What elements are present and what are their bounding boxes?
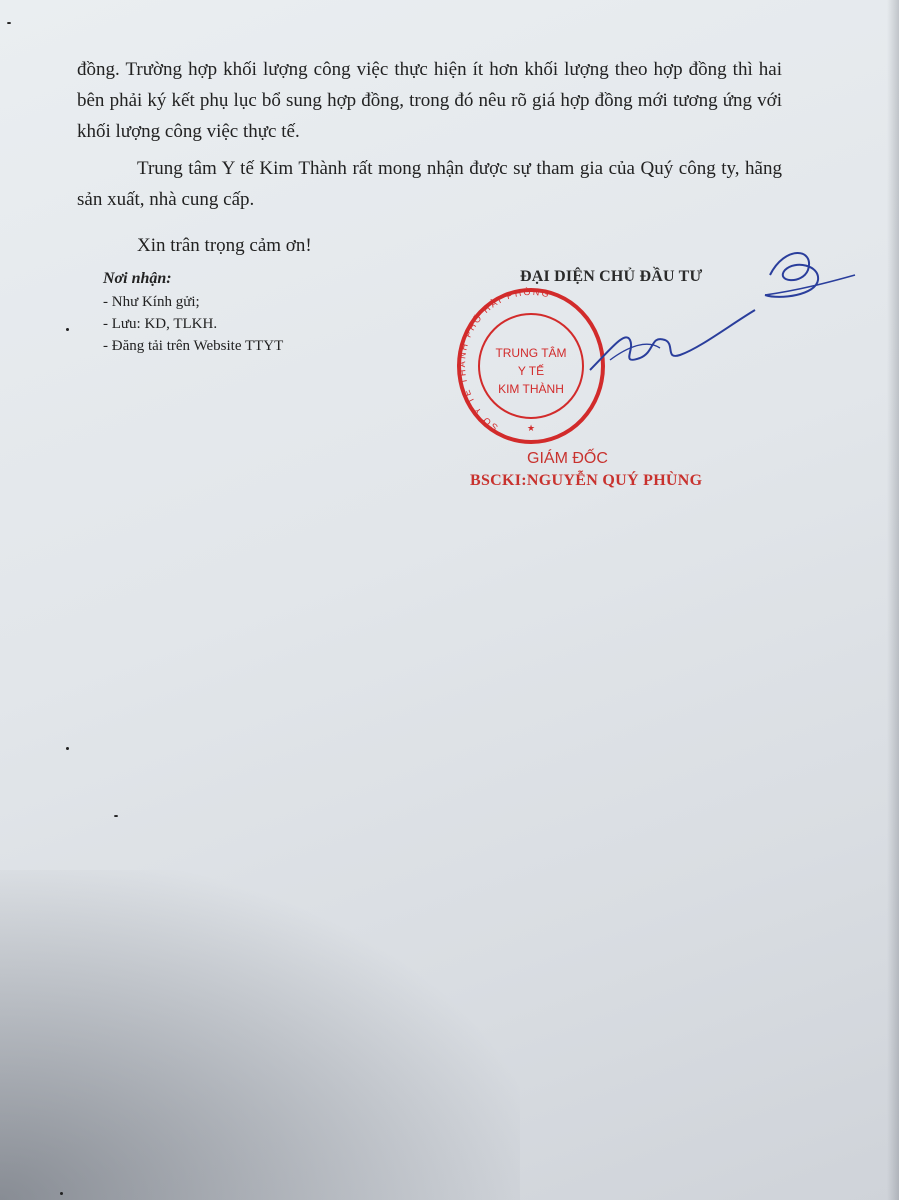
page-shadow: [0, 870, 520, 1200]
stamp-line-1: TRUNG TÂM: [495, 346, 567, 360]
recipient-item: - Như Kính gửi;: [103, 294, 200, 310]
paper-speck: [66, 747, 69, 750]
director-name: BSCKI:NGUYỄN QUÝ PHÙNG: [470, 472, 703, 489]
page-edge: [887, 0, 899, 1200]
handwritten-signature: [570, 240, 870, 390]
body-paragraph-invitation: Trung tâm Y tế Kim Thành rất mong nhận được sự tham gia của Quý công ty, hãng sản xuất, nhà cung cấp.: [77, 158, 782, 210]
stamp-line-2: Y TẾ: [517, 364, 545, 378]
body-paragraph-contract: đồng. Trường hợp khối lượng công việc thực hiện ít hơn khối lượng theo hợp đồng thì hai bên phải ký kết phụ lục bổ sung hợp đồng, trong đó nêu rõ giá hợp đồng mới tương ứng với khối lượng công việc thực tế.: [77, 59, 782, 142]
stamp-ring-text: SỞ Y TẾ THÀNH PHỐ HẢI PHÒNG: [457, 287, 552, 433]
paper-speck: [7, 22, 11, 24]
stamp-line-3: KIM THÀNH: [498, 382, 564, 396]
recipient-item: - Lưu: KD, TLKH.: [103, 316, 218, 332]
closing-line: Xin trân trọng cảm ơn!: [137, 235, 312, 256]
recipients-list: [103, 291, 283, 357]
paper-speck: [60, 1192, 63, 1195]
recipients-title: Nơi nhận:: [103, 270, 172, 287]
paper-speck: [114, 815, 118, 817]
representative-title: ĐẠI DIỆN CHỦ ĐẦU TƯ: [520, 268, 703, 285]
paper-speck: [66, 328, 69, 331]
stamp-star-icon: ★: [526, 423, 536, 433]
recipient-item: - Đăng tải trên Website TTYT: [103, 338, 284, 354]
director-title: GIÁM ĐỐC: [527, 450, 608, 467]
